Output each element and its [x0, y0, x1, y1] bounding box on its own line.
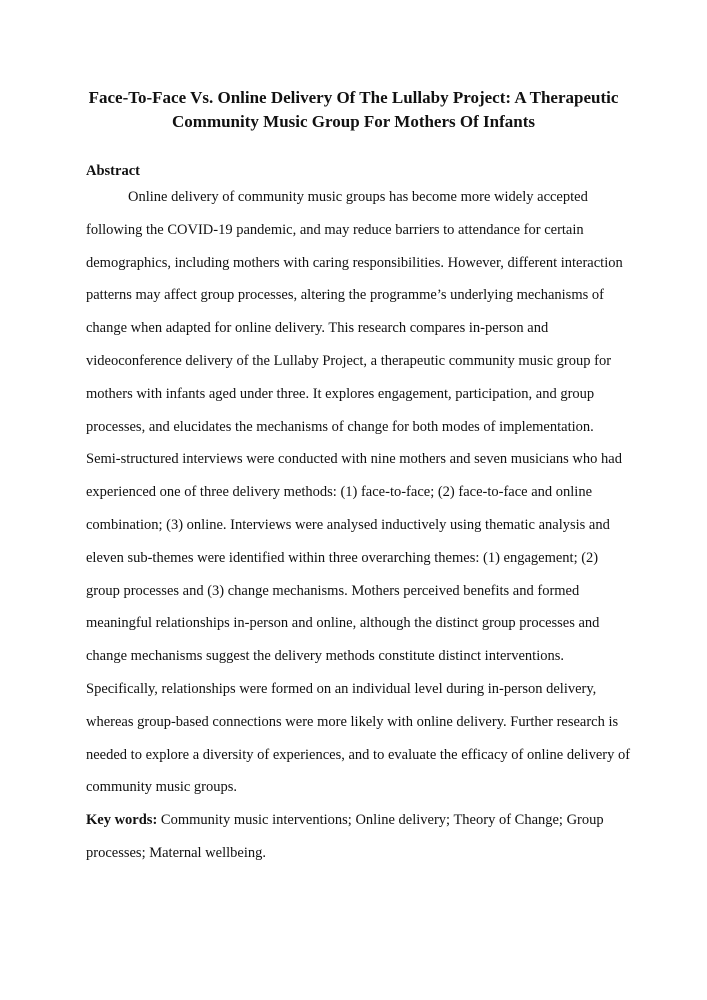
abstract-line: mothers with infants aged under three. It explores engagement, participation, and group — [86, 385, 595, 402]
title-line: Community Music Group For Mothers Of Infants — [172, 112, 535, 131]
keywords-text: Community music interventions; Online delivery; Theory of Change; Group — [157, 812, 604, 828]
abstract-line: change when adapted for online delivery. This research compares in-person and — [86, 320, 549, 337]
abstract-line: meaningful relationships in-person and online, although the distinct group processes and — [86, 615, 600, 632]
abstract-line: eleven sub-themes were identified within three overarching themes: (1) engagement; (2) — [86, 549, 599, 566]
abstract-line: whereas group-based connections were more likely with online delivery. Further research is — [86, 713, 619, 730]
keywords-label: Key words: — [86, 812, 158, 828]
abstract-line: combination; (3) online. Interviews were analysed inductively using thematic analysis and — [86, 517, 610, 533]
abstract-line: demographics, including mothers with caring responsibilities. However, different interaction — [86, 254, 623, 271]
title-line: Face-To-Face Vs. Online Delivery Of The Lullaby Project: A Therapeutic — [88, 88, 619, 107]
abstract-line: group processes and (3) change mechanisms. Mothers perceived benefits and formed — [86, 582, 580, 599]
abstract-line: needed to explore a diversity of experiences, and to evaluate the efficacy of online delivery of — [86, 746, 631, 763]
abstract-line: processes, and elucidates the mechanisms of change for both modes of implementation. — [86, 418, 594, 435]
abstract-line: following the COVID-19 pandemic, and may reduce barriers to attendance for certain — [86, 221, 584, 238]
abstract-line: community music groups. — [86, 779, 238, 796]
abstract-line: patterns may affect group processes, altering the programme’s underlying mechanisms of — [86, 287, 604, 304]
keywords-line — [86, 812, 604, 829]
keywords-line-2: processes; Maternal wellbeing. — [86, 845, 266, 861]
abstract-line: Semi-structured interviews were conducted with nine mothers and seven musicians who had — [86, 451, 622, 468]
abstract-line: change mechanisms suggest the delivery methods constitute distinct interventions. — [86, 648, 564, 665]
abstract-line: videoconference delivery of the Lullaby Project, a therapeutic community music group for — [86, 353, 612, 369]
paper-title — [0, 86, 707, 134]
abstract-line: Online delivery of community music groups has become more widely accepted — [128, 189, 588, 205]
abstract-line: experienced one of three delivery methods: (1) face-to-face; (2) face-to-face and online — [86, 484, 593, 501]
abstract-heading: Abstract — [86, 163, 140, 179]
abstract-line: Specifically, relationships were formed on an individual level during in-person delivery, — [86, 681, 597, 697]
